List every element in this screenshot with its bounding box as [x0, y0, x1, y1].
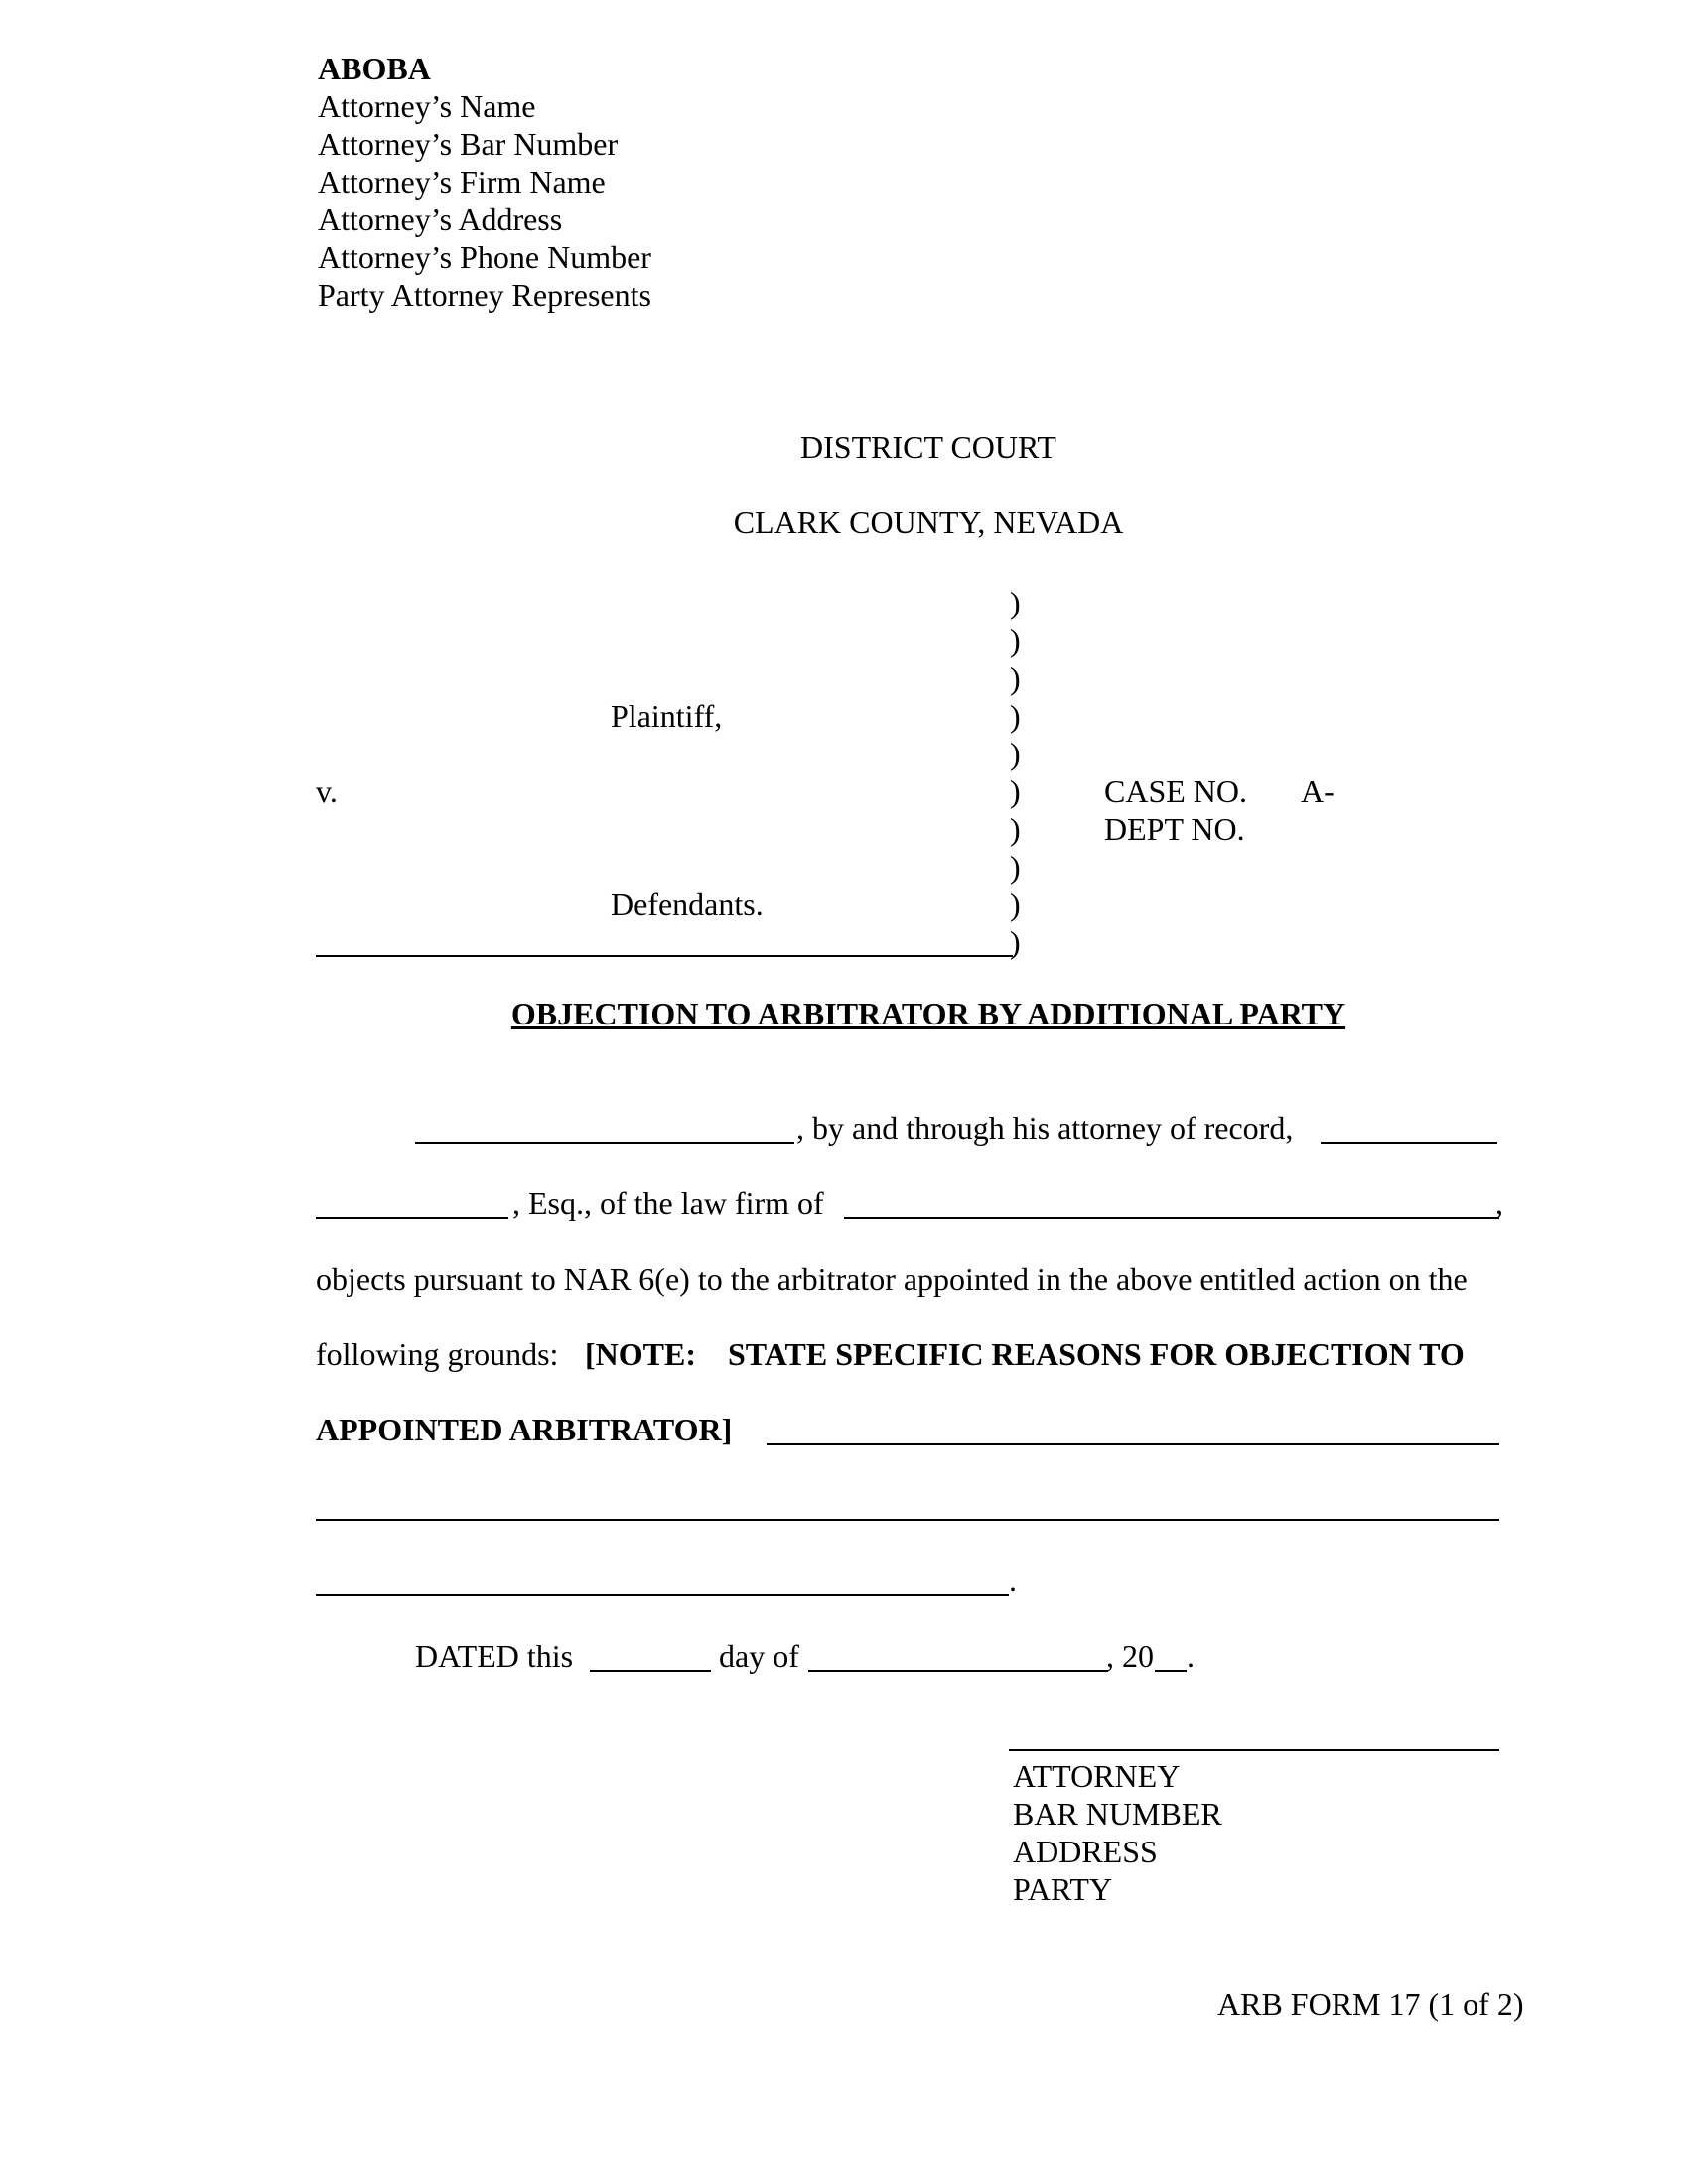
body-line1-text: , by and through his attorney of record,: [796, 1110, 1294, 1146]
dated-period: .: [1187, 1638, 1195, 1674]
reasons-blank-3[interactable]: [316, 1594, 1009, 1596]
caption-paren: ): [1010, 773, 1021, 809]
header-address: Attorney’s Address: [318, 202, 563, 237]
party-name-blank[interactable]: [415, 1142, 794, 1144]
caption-paren: ): [1010, 887, 1021, 922]
reasons-blank-1[interactable]: [767, 1443, 1499, 1445]
case-no-value: A-: [1301, 773, 1335, 809]
caption-paren: ): [1010, 924, 1021, 960]
caption-versus: v.: [316, 773, 338, 809]
header-firm-name: Attorney’s Firm Name: [318, 164, 606, 200]
header-phone: Attorney’s Phone Number: [318, 239, 651, 275]
reasons-blank-2[interactable]: [316, 1519, 1499, 1521]
signature-party: PARTY: [1013, 1871, 1113, 1907]
dated-day-of: day of: [719, 1638, 799, 1674]
dated-year-prefix: , 20: [1106, 1638, 1154, 1674]
header-org: ABOBA: [318, 51, 431, 86]
header-bar-number: Attorney’s Bar Number: [318, 126, 619, 162]
form-footer: ARB FORM 17 (1 of 2): [1217, 1986, 1524, 2022]
month-blank[interactable]: [808, 1670, 1108, 1672]
body-line5: APPOINTED ARBITRATOR]: [316, 1412, 733, 1447]
header-party: Party Attorney Represents: [318, 277, 651, 313]
court-name: DISTRICT COURT: [800, 429, 1056, 465]
dated-label: DATED this: [415, 1638, 574, 1674]
document-title: OBJECTION TO ARBITRATOR BY ADDITIONAL PARTY: [510, 996, 1346, 1031]
caption-paren: ): [1010, 736, 1021, 771]
signature-line[interactable]: [1009, 1749, 1499, 1751]
year-blank[interactable]: [1155, 1670, 1187, 1672]
body-line2-esq: , Esq., of the law firm of: [512, 1185, 824, 1221]
law-firm-blank[interactable]: [844, 1217, 1499, 1219]
body-line4-note: [NOTE: STATE SPECIFIC REASONS FOR OBJECTION TO: [585, 1336, 1465, 1372]
signature-block: [1013, 1757, 1222, 1908]
body-line7-period: .: [1009, 1563, 1017, 1598]
attorney-name-blank[interactable]: [1321, 1142, 1497, 1144]
signature-attorney: ATTORNEY: [1013, 1758, 1181, 1794]
caption-paren: ): [1010, 698, 1021, 734]
court-county: CLARK COUNTY, NEVADA: [733, 504, 1124, 540]
attorney-header: [318, 50, 651, 314]
caption-paren: ): [1010, 849, 1021, 885]
body-line2-comma: ,: [1495, 1185, 1503, 1221]
body-line3: objects pursuant to NAR 6(e) to the arbitrator appointed in the above entitled action on the: [316, 1261, 1468, 1297]
caption-paren: ): [1010, 660, 1021, 696]
caption-paren: ): [1010, 585, 1021, 620]
signature-bar-number: BAR NUMBER: [1013, 1796, 1222, 1832]
caption-defendants: Defendants.: [611, 887, 764, 922]
body-line4-grounds: following grounds:: [316, 1336, 559, 1372]
caption-plaintiff: Plaintiff,: [611, 698, 723, 734]
caption-paren: ): [1010, 622, 1021, 658]
caption-paren: ): [1010, 811, 1021, 847]
signature-address: ADDRESS: [1013, 1834, 1158, 1869]
case-no-label: CASE NO.: [1104, 773, 1248, 809]
attorney-name-blank-cont[interactable]: [316, 1217, 508, 1219]
caption-underline: [316, 955, 1013, 957]
header-attorney-name: Attorney’s Name: [318, 88, 536, 124]
day-blank[interactable]: [590, 1670, 711, 1672]
dept-no-label: DEPT NO.: [1104, 811, 1245, 847]
